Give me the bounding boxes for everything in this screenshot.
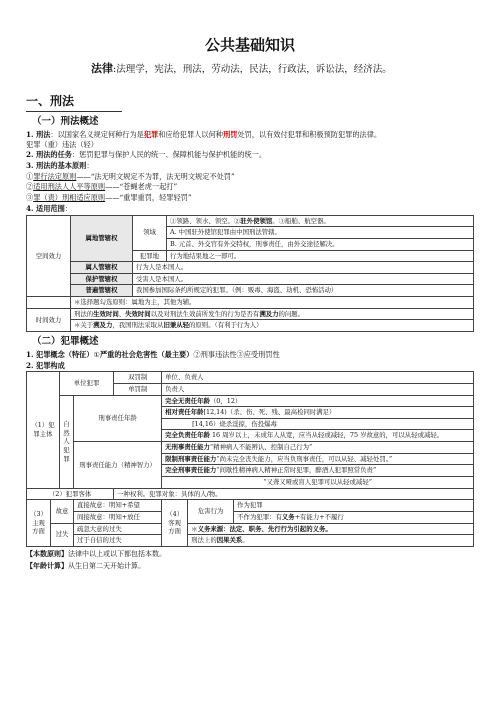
law-list: 法律:法理学，宪法，刑法，劳动法，民法，行政法，诉讼法，经济法。 bbox=[91, 62, 392, 75]
scope-table: 空间效力 属地管辖权 领域 ①领路、领水、领空。②驻外使领馆。③船舶、航空器。 A. 中国驻外使馆犯罪由中国刑法管辖。 B. 元首、外交官有外交特权，刑事责任，由外交途径解决。 犯罪地 行为地结果地之一即可。 属人管辖权 行为人是本国人。 保护管辖权 受害人是本国人。 普遍管辖权 我国参加国际条约所规定的犯罪。（例：贩毒、海盗、劫机、恐怖活动） ＊选择题勾选原则：属地为主，其他为辅。 时间效力 刑法的生效时间、失效时间以及对刑法生效前所发生的行为是否有溯及力的问题。 ＊关于溯及力，我国刑法采取从旧兼从轻的原则。（有利于行为人） bbox=[26, 215, 474, 332]
crime-concept: 1. 犯罪概念（特征）①严重的社会危害性（最主要）②刑事违法性③应受刑罚性 bbox=[26, 349, 280, 359]
principles-paragraph: 3. 刑法的基本原则： bbox=[26, 161, 94, 170]
principle-2: ②适用刑法人人平等原则——“苍蝇老虎一起打” bbox=[26, 182, 178, 192]
subsection-overview-heading: （一）刑法概述 bbox=[32, 116, 99, 128]
section-criminal-law-heading: 一、刑法 bbox=[26, 93, 122, 112]
page-title: 公共基础知识 bbox=[204, 36, 295, 54]
crime-table: （1）犯罪主体 单位犯罪 双罚制 单位、负责人 单罚制 负责人 自然人犯罪 刑事责任年龄 完全无责任年龄（0，12） 相对责任年龄[12,14)（杀、伤、死、残、最高检同时满足） [14,16）烧杀淫掠，伤投爆毒 完全负责任年龄 16 周岁以上，未成年人从宽，应当从轻或减轻，75 岁故意的，可以从轻或减轻。 刑事责任能力（精神智力） 无刑事责任能力“精神病人不能辨认、控制自己行为” 限制刑事责任能力“尚未完全丧失能力，应当负刑事责任，可以从轻、减轻处罚。” 完全刑事责任能力“间歇性精神病人精神正常时犯罪，醉酒人犯罪照常负责” “又聋又哑或盲人犯罪可以从轻或减轻” （2）犯罪客体 一种权利。犯罪对象：具体的人/物。 （3）主观方面 故意 直接故意：明知+希望 （4）客观方面 危害行为 作为犯罪 间接故意：明知+放任 不作为犯罪：有义务+有能力+不履行 过失 疏忽大意的过失 ＊义务来源：法定、职务、先行行为引起的义务。 过于自信的过失 刑法上的因果关系。 bbox=[26, 371, 474, 547]
definition-paragraph: 1. 刑法：以国家名义规定何种行为是犯罪和应给犯罪人以何种刑罚处罚，以有效付犯罪和积极预防犯罪的法律。 犯罪（重）违法（轻） bbox=[26, 129, 382, 149]
note-age-calc: 【年龄计算】从生日第二天开始计算。 bbox=[26, 561, 145, 571]
principle-1: ①罪行法定原则——“法无明文规定不为罪，法无明文规定不处罚” bbox=[26, 171, 235, 181]
scope-paragraph: 4. 适用范围： bbox=[26, 203, 72, 213]
note-number-rule: 【本数原则】法律中以上或以下都包括本数。 bbox=[26, 548, 166, 558]
crime-constitution: 2. 犯罪构成 bbox=[26, 360, 65, 370]
principle-3: ③罪（责）刑相适应原则——“重罪重罚，轻罪轻罚” bbox=[26, 193, 192, 203]
subsection-crime-heading: （二）犯罪概述 bbox=[32, 336, 99, 347]
task-paragraph: 2. 刑法的任务：惩罚犯罪与保护人民的统一、保障机能与保护机能的统一。 bbox=[26, 150, 267, 160]
